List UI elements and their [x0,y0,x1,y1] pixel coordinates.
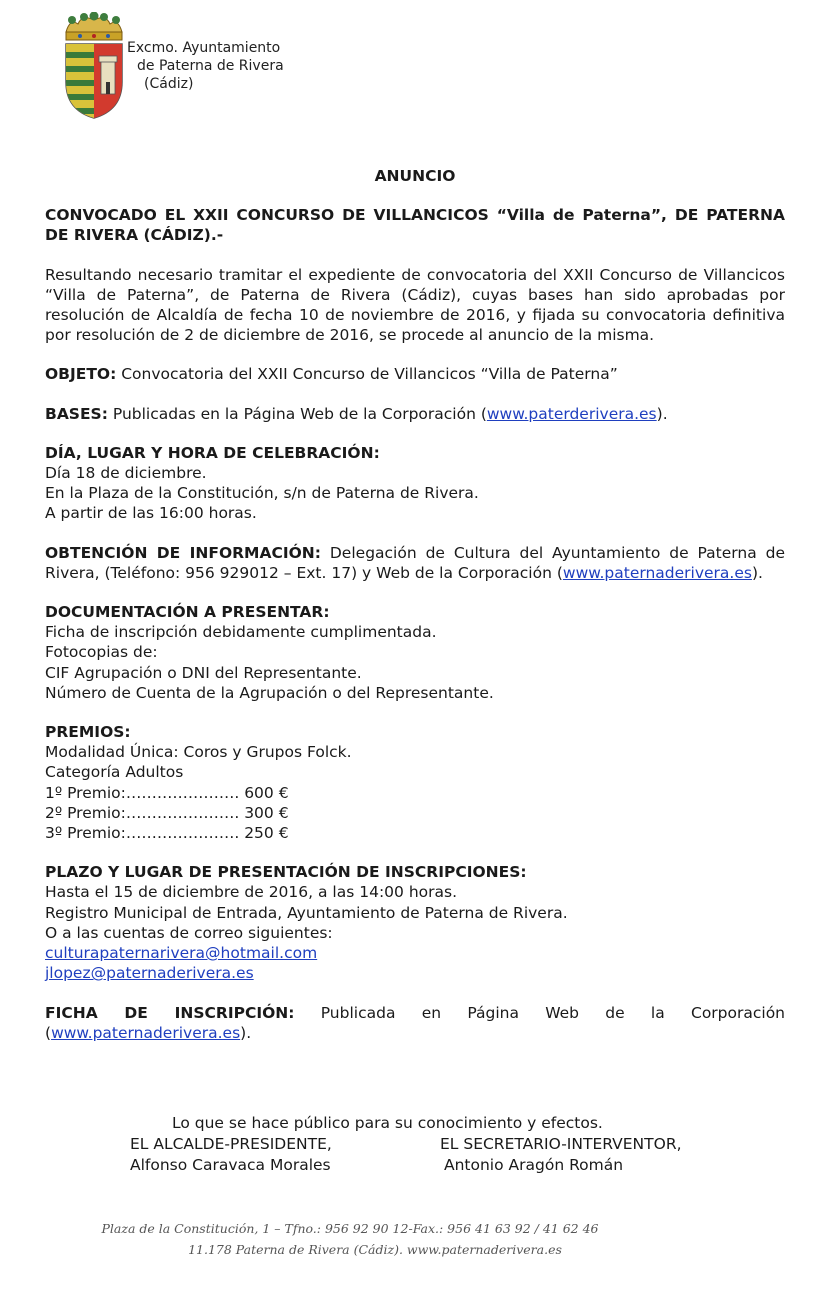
celebracion-section [45,443,785,524]
ficha-text-end: ). [240,1023,252,1042]
informacion-website-link[interactable]: www.paternaderivera.es [562,563,752,582]
ficha-text: Publicada en Página Web de la Corporación ( [45,1003,786,1042]
institution-line-1: Excmo. Ayuntamiento [127,40,281,56]
premios-heading: PREMIOS: [45,723,131,742]
institution-line-3: (Cádiz) [144,76,194,92]
signature-titles [130,1134,750,1155]
premios-section [45,722,785,843]
plazo-deadline: Hasta el 15 de diciembre de 2016, a las 14:00 horas. [45,883,458,902]
footer-address-line: Plaza de la Constitución, 1 – Tfno.: 956 92 90 12-Fax.: 956 41 63 92 / 41 62 46 [101,1221,599,1236]
celebracion-place: En la Plaza de la Constitución, s/n de Paterna de Rivera. [45,484,479,503]
celebracion-time: A partir de las 16:00 horas. [45,504,257,523]
announcement-headline: CONVOCADO EL XXII CONCURSO DE VILLANCICOS “Villa de Paterna”, DE PATERNA DE RIVERA (CÁDIZ).- [45,206,785,245]
document-title: ANUNCIO [374,167,456,185]
plazo-heading: PLAZO Y LUGAR DE PRESENTACIÓN DE INSCRIPCIONES: [45,863,527,882]
secretary-name: Antonio Aragón Román [444,1156,624,1174]
documentacion-heading: DOCUMENTACIÓN A PRESENTAR: [45,603,330,622]
ficha-website-link[interactable]: www.paternaderivera.es [51,1023,241,1042]
celebracion-day: Día 18 de diciembre. [45,464,207,483]
prize-first: 1º Premio:…………………. 600 € [45,783,289,802]
secretary-title: EL SECRETARIO-INTERVENTOR, [440,1135,682,1153]
bases-label: BASES: [45,404,108,423]
bases-section [45,404,785,424]
letterhead [60,12,320,122]
bases-text-end: ). [656,404,668,423]
premios-categoria: Categoría Adultos [45,763,184,782]
documentacion-item: CIF Agrupación o DNI del Representante. [45,663,362,682]
ficha-section [45,1003,785,1043]
documentacion-item: Número de Cuenta de la Agrupación o del Representante. [45,683,494,702]
plazo-section [45,862,785,983]
objeto-text: Convocatoria del XXII Concurso de Villancicos “Villa de Paterna” [116,365,618,384]
premios-modalidad: Modalidad Única: Coros y Grupos Folck. [45,743,352,762]
documentacion-item: Fotocopias de: [45,643,158,662]
announcement-body [45,166,785,1062]
coat-of-arms-icon [60,12,128,122]
celebracion-heading: DÍA, LUGAR Y HORA DE CELEBRACIÓN: [45,443,380,462]
signature-names [130,1155,750,1176]
plazo-registry: Registro Municipal de Entrada, Ayuntamiento de Paterna de Rivera. [45,903,568,922]
bases-text: Publicadas en la Página Web de la Corporación ( [107,404,487,423]
intro-paragraph: Resultando necesario tramitar el expediente de convocatoria del XXII Concurso de Villancicos “Villa de Paterna”, de Paterna de Rivera (Cádiz), cuyas bases han sido aprobadas por resolución de Alcaldía de fecha 10 de noviembre de 2016, y fijada su convocatoria definitiva por resolución de 2 de diciembre de 2016, se procede al anuncio de la misma. [45,265,785,345]
email-link-cultura[interactable]: culturapaternarivera@hotmail.com [45,944,318,963]
documentacion-item: Ficha de inscripción debidamente cumplimentada. [45,623,437,642]
mayor-title: EL ALCALDE-PRESIDENTE, [130,1135,332,1153]
objeto-label: OBJETO: [45,365,117,384]
objeto-section [45,364,785,384]
informacion-label: OBTENCIÓN DE INFORMACIÓN: [45,543,321,562]
mayor-name: Alfonso Caravaca Morales [130,1156,331,1174]
prize-third: 3º Premio:…………………. 250 € [45,824,289,843]
prize-second: 2º Premio:…………………. 300 € [45,803,289,822]
informacion-section [45,543,785,583]
documentacion-section [45,602,785,703]
footer-city-line: 11.178 Paterna de Rivera (Cádiz). www.paternaderivera.es [188,1242,562,1257]
institution-name [127,39,284,93]
page-footer [0,1218,690,1260]
plazo-email-intro: O a las cuentas de correo siguientes: [45,923,333,942]
closing-signatures [130,1113,750,1176]
informacion-text-end: ). [751,563,763,582]
institution-line-2: de Paterna de Rivera [137,58,284,74]
ficha-label: FICHA DE INSCRIPCIÓN: [45,1003,295,1022]
email-link-jlopez[interactable]: jlopez@paternaderivera.es [45,964,254,983]
informacion-text: Delegación de Cultura del Ayuntamiento de Paterna de Rivera, (Teléfono: 956 929012 – Ext. 17) y Web de la Corporación ( [45,543,785,582]
bases-website-link[interactable]: www.paterderivera.es [486,404,657,423]
closing-statement: Lo que se hace público para su conocimiento y efectos. [172,1114,603,1132]
